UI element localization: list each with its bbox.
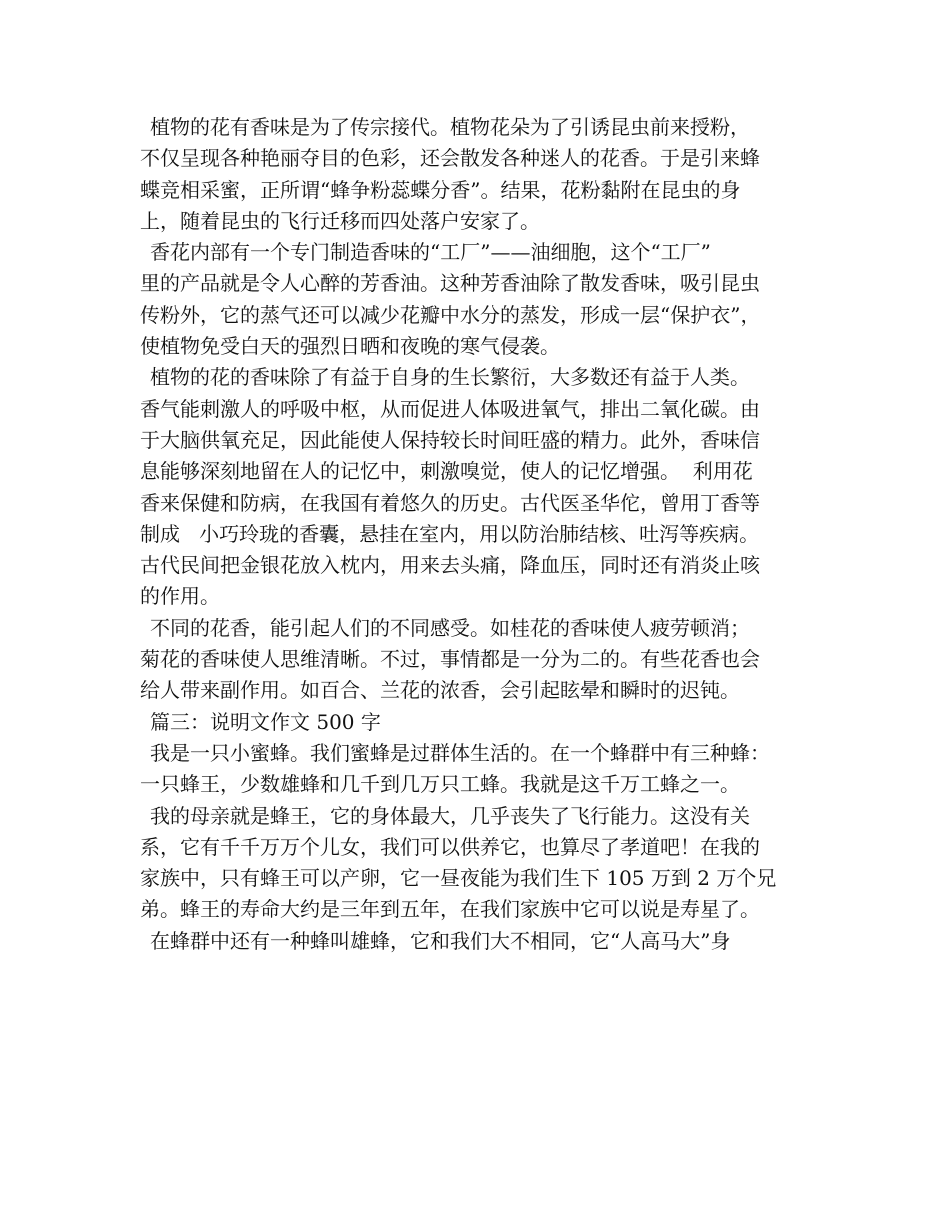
text-line: 篇三：说明文作文 500 字 bbox=[150, 709, 381, 734]
text-line: 给人带来副作用。如百合、兰花的浓香，会引起眩晕和瞬时的迟钝。 bbox=[140, 678, 740, 703]
text-line: 香来保健和防病，在我国有着悠久的历史。古代医圣华佗，曾用丁香等 bbox=[140, 490, 760, 515]
text-line: 香花内部有一个专门制造香味的“工厂”——油细胞，这个“工厂” bbox=[150, 240, 711, 265]
text-line: 的作用。 bbox=[140, 584, 220, 609]
text-line: 使植物免受白天的强烈日晒和夜晚的寒气侵袭。 bbox=[140, 334, 560, 359]
text-line: 在蜂群中还有一种蜂叫雄蜂，它和我们大不相同，它“人高马大”身 bbox=[150, 928, 731, 953]
text-line: 家族中，只有蜂王可以产卵，它一昼夜能为我们生下 105 万到 2 万个兄 bbox=[140, 866, 777, 891]
text-line: 传粉外，它的蒸气还可以减少花瓣中水分的蒸发，形成一层“保护衣”， bbox=[140, 302, 761, 327]
text-line: 一只蜂王，少数雄蜂和几千到几万只工蜂。我就是这千万工蜂之一。 bbox=[140, 772, 740, 797]
text-line: 于大脑供氧充足，因此能使人保持较长时间旺盛的精力。此外，香味信 bbox=[140, 427, 760, 452]
text-line: 我是一只小蜜蜂。我们蜜蜂是过群体生活的。在一个蜂群中有三种蜂： bbox=[150, 740, 770, 765]
text-line: 系，它有千千万万个儿女，我们可以供养它，也算尽了孝道吧！在我的 bbox=[140, 834, 760, 859]
document-body bbox=[140, 112, 830, 957]
text-line: 古代民间把金银花放入枕内，用来去头痛，降血压，同时还有消炎止咳 bbox=[140, 553, 760, 578]
text-line: 菊花的香味使人思维清晰。不过，事情都是一分为二的。有些花香也会 bbox=[140, 647, 760, 672]
text-line: 香气能刺激人的呼吸中枢，从而促进人体吸进氧气，排出二氧化碳。由 bbox=[140, 396, 760, 421]
text-line: 里的产品就是令人心醉的芳香油。这种芳香油除了散发香味，吸引昆虫 bbox=[140, 271, 760, 296]
text-line: 制成 小巧玲珑的香囊，悬挂在室内，用以防治肺结核、吐泻等疾病。 bbox=[140, 521, 760, 546]
text-line: 植物的花有香味是为了传宗接代。植物花朵为了引诱昆虫前来授粉， bbox=[150, 115, 750, 139]
text-line: 不仅呈现各种艳丽夺目的色彩，还会散发各种迷人的花香。于是引来蜂 bbox=[140, 146, 760, 171]
text-line: 植物的花的香味除了有益于自身的生长繁衍，大多数还有益于人类。 bbox=[150, 365, 750, 390]
text-line: 蝶竞相采蜜，正所谓“蜂争粉蕊蝶分香”。结果，花粉黏附在昆虫的身 bbox=[140, 177, 741, 202]
text-line: 息能够深刻地留在人的记忆中，刺激嗅觉，使人的记忆增强。 利用花 bbox=[140, 459, 753, 484]
text-line: 不同的花香，能引起人们的不同感受。如桂花的香味使人疲劳顿消； bbox=[150, 615, 750, 640]
text-line: 弟。蜂王的寿命大约是三年到五年，在我们家族中它可以说是寿星了。 bbox=[140, 897, 760, 922]
text-line: 上，随着昆虫的飞行迁移而四处落户安家了。 bbox=[140, 208, 540, 233]
text-line: 我的母亲就是蜂王，它的身体最大，几乎丧失了飞行能力。这没有关 bbox=[150, 803, 750, 828]
